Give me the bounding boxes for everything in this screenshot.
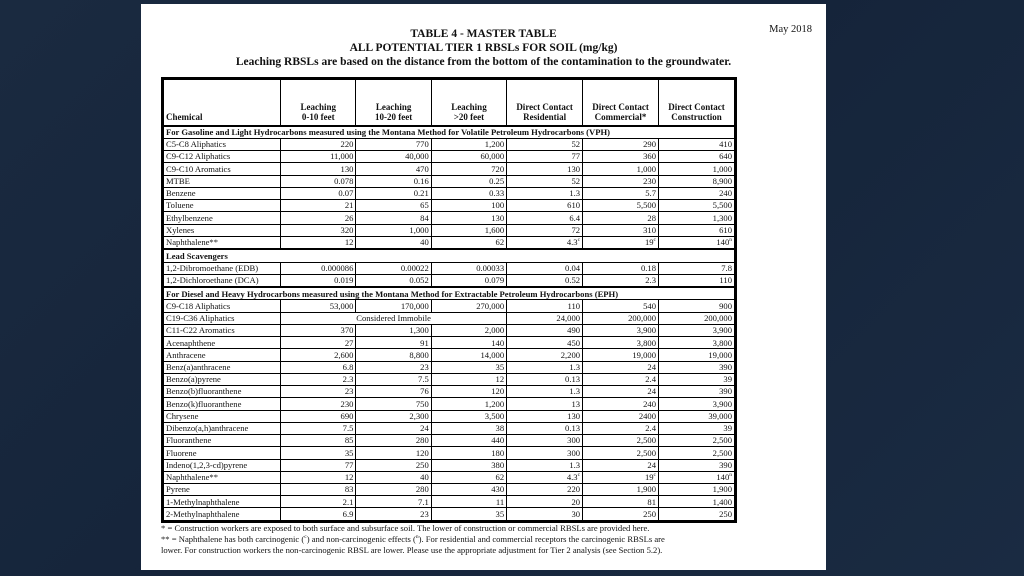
value-cell: 24,000 [507,312,583,324]
chemical-name: 1-Methylnaphthalene [164,496,281,508]
value-cell: 26 [281,212,356,224]
value-cell: 11 [431,496,506,508]
chemical-name: Pyrene [164,484,281,496]
value-cell: 280 [356,435,431,447]
table-row [164,471,735,483]
table-row [164,386,735,398]
value-cell: 1,900 [659,484,735,496]
value-cell: 2.4 [583,422,659,434]
value-cell: 28 [583,212,659,224]
table-title: TABLE 4 - MASTER TABLE [410,28,557,40]
value-cell: 360 [583,151,659,163]
value-cell: 35 [281,447,356,459]
value-cell: 2,500 [583,447,659,459]
value-cell: 130 [431,212,506,224]
value-cell: 1,000 [356,224,431,236]
value-cell: 610 [507,200,583,212]
column-header [659,80,735,126]
value-cell: 250 [583,508,659,521]
value-cell: 1.3 [507,187,583,199]
footnote-naphthalene: ** = Naphthalene has both carcinogenic ($^c$) and non-carcinogenic effects ($^n$). For residential and commercial receptors the carcinogenic RBSLs are [161,534,665,545]
value-cell: 0.079 [431,274,506,287]
value-cell: 14,000 [431,349,506,361]
value-cell: 300 [507,435,583,447]
value-cell: 19,000 [659,349,735,361]
footnote-marker: n [729,472,732,479]
value-cell: 24 [583,361,659,373]
value-cell: 290 [583,138,659,150]
table-row [164,187,735,199]
value-cell: 1.3 [507,361,583,373]
value-cell: 60,000 [431,151,506,163]
value-cell: 38 [431,422,506,434]
value-cell: 2,200 [507,349,583,361]
value-cell: 0.52 [507,274,583,287]
column-header-chemical [164,80,281,126]
column-header [583,80,659,126]
value-cell: 640 [659,151,735,163]
value-cell: 52 [507,175,583,187]
value-cell: 440 [431,435,506,447]
value-cell: 84 [356,212,431,224]
chemical-name: Ethylbenzene [164,212,281,224]
chemical-name: Benzo(b)fluoranthene [164,386,281,398]
value-cell: 2.1 [281,496,356,508]
value-cell: 2.4 [583,373,659,385]
value-cell: 770 [356,138,431,150]
chemical-name: 2-Methylnaphthalene [164,508,281,521]
chemical-name: Toluene [164,200,281,212]
chemical-name: C9-C18 Aliphatics [164,300,281,312]
chemical-name: C9-C10 Aromatics [164,163,281,175]
value-cell: 220 [281,138,356,150]
table-row [164,398,735,410]
value-cell: 180 [431,447,506,459]
value-cell: 5,500 [583,200,659,212]
value-cell: 430 [431,484,506,496]
column-header-line2: >20 feet [453,112,485,123]
value-cell: 130 [281,163,356,175]
value-cell: 24 [356,422,431,434]
value-cell: 0.000086 [281,262,356,274]
value-cell: 19$^c$ [583,236,659,249]
value-cell: 0.07 [281,187,356,199]
section-title: For Diesel and Heavy Hydrocarbons measured using the Montana Method for Extractable Petroleum Hydrocarbons (EPH) [164,287,735,300]
value-cell: 12 [281,236,356,249]
column-header-line1: Leaching [375,101,412,112]
section-header-row [164,249,735,262]
value-cell: 40,000 [356,151,431,163]
value-cell: 0.052 [356,274,431,287]
table-row [164,410,735,422]
value-cell: 35 [431,361,506,373]
column-header-line2: Residential [523,112,567,123]
table-row [164,447,735,459]
value-cell: 720 [431,163,506,175]
column-header [507,80,583,126]
value-cell: 310 [583,224,659,236]
value-cell: 230 [281,398,356,410]
table-row [164,373,735,385]
table-row [164,508,735,521]
value-cell: 390 [659,361,735,373]
chemical-name: Anthracene [164,349,281,361]
value-cell: 1,900 [583,484,659,496]
value-cell: 3,800 [659,337,735,349]
value-cell: 20 [507,496,583,508]
chemical-name: Benzene [164,187,281,199]
value-cell: 690 [281,410,356,422]
table-row [164,151,735,163]
value-cell: 130 [507,163,583,175]
value-cell: 1.3 [507,459,583,471]
table-row [164,236,735,249]
value-cell: 270,000 [431,300,506,312]
value-cell: 6.9 [281,508,356,521]
footnotes [161,523,771,557]
value-cell: 140$^n$ [659,236,735,249]
value-cell: 4.3$^c$ [507,471,583,483]
footnote-tier2: lower. For construction workers the non-carcinogenic RBSL are lower. Please use the appropriate adjustment for Tier 2 analysis (see Section 5.2). [161,545,663,556]
column-header [431,80,506,126]
value-cell: 2,500 [583,435,659,447]
value-cell: 2,500 [659,447,735,459]
table-row [164,422,735,434]
column-header-line2: Commercial* [594,112,647,123]
value-cell: 27 [281,337,356,349]
value-cell: 610 [659,224,735,236]
value-cell: 0.21 [356,187,431,199]
chemical-name: Benz(a)anthracene [164,361,281,373]
value-cell: 23 [356,361,431,373]
column-header-line2: Construction [671,112,722,123]
value-cell: 170,000 [356,300,431,312]
chemical-name: 1,2-Dibromoethane (EDB) [164,262,281,274]
value-cell: 62 [431,236,506,249]
value-cell: 490 [507,324,583,336]
value-cell: 380 [431,459,506,471]
value-cell: 750 [356,398,431,410]
value-cell: 1,400 [659,496,735,508]
value-cell: 1,000 [659,163,735,175]
value-cell: 35 [431,508,506,521]
chemical-name: Dibenzo(a,h)anthracene [164,422,281,434]
table-row [164,138,735,150]
value-cell: 0.04 [507,262,583,274]
value-cell: 1,200 [431,398,506,410]
column-header-line1: Direct Contact [592,101,649,112]
value-cell: 0.13 [507,422,583,434]
value-cell: 23 [281,386,356,398]
value-cell: 1,200 [431,138,506,150]
value-cell: 7.5 [281,422,356,434]
section-header-row [164,126,735,139]
header-row [164,80,735,126]
value-cell: 0.18 [583,262,659,274]
value-cell: 13 [507,398,583,410]
chemical-name: Chrysene [164,410,281,422]
chemical-name: MTBE [164,175,281,187]
value-cell: 77 [281,459,356,471]
column-header-line1: Leaching [300,101,336,112]
value-cell: 5.7 [583,187,659,199]
value-cell: 3,900 [659,324,735,336]
table-row [164,435,735,447]
document-date: May 2018 [769,24,812,35]
value-cell: 40 [356,236,431,249]
value-cell: 0.019 [281,274,356,287]
value-cell: 130 [507,410,583,422]
value-cell: 100 [431,200,506,212]
value-cell: 0.078 [281,175,356,187]
value-cell: 450 [507,337,583,349]
value-cell: 52 [507,138,583,150]
value-cell: 390 [659,386,735,398]
table-row [164,361,735,373]
merged-cell: Considered Immobile [281,312,507,324]
value-cell: 12 [281,471,356,483]
table-row [164,300,735,312]
chemical-name: C5-C8 Aliphatics [164,138,281,150]
value-cell: 81 [583,496,659,508]
value-cell: 11,000 [281,151,356,163]
value-cell: 390 [659,459,735,471]
value-cell: 3,800 [583,337,659,349]
table-description: Leaching RBSLs are based on the distance from the bottom of the contamination to the groundwater. [235,56,732,68]
value-cell: 120 [431,386,506,398]
value-cell: 24 [583,386,659,398]
chemical-name: C9-C12 Aliphatics [164,151,281,163]
footnote-marker: c [577,472,581,479]
chemical-name: C11-C22 Aromatics [164,324,281,336]
value-cell: 140$^n$ [659,471,735,483]
value-cell: 140 [431,337,506,349]
chemical-name: Naphthalene** [164,471,281,483]
value-cell: 40 [356,471,431,483]
value-cell: 110 [659,274,735,287]
value-cell: 2.3 [281,373,356,385]
column-header [281,80,356,126]
footnote-marker: c [653,237,656,244]
value-cell: 72 [507,224,583,236]
value-cell: 370 [281,324,356,336]
value-cell: 1,000 [583,163,659,175]
value-cell: 200,000 [583,312,659,324]
table-row [164,324,735,336]
value-cell: 2,000 [431,324,506,336]
value-cell: 0.25 [431,175,506,187]
value-cell: 39 [659,373,735,385]
value-cell: 5,500 [659,200,735,212]
value-cell: 4.3$^c$ [507,236,583,249]
chemical-name: Naphthalene** [164,236,281,249]
value-cell: 2,600 [281,349,356,361]
value-cell: 76 [356,386,431,398]
value-cell: 21 [281,200,356,212]
value-cell: 0.13 [507,373,583,385]
value-cell: 2.3 [583,274,659,287]
table-row [164,337,735,349]
table-subtitle: ALL POTENTIAL TIER 1 RBSLs FOR SOIL (mg/kg) [349,42,618,54]
section-title: Lead Scavengers [164,249,735,262]
value-cell: 53,000 [281,300,356,312]
table-row [164,175,735,187]
value-cell: 250 [659,508,735,521]
value-cell: 1,300 [356,324,431,336]
master-table [161,77,737,523]
table-row [164,459,735,471]
table-row [164,200,735,212]
footnote-marker: c [577,237,581,244]
footnote-marker: n [729,237,732,244]
value-cell: 7.8 [659,262,735,274]
value-cell: 540 [583,300,659,312]
table-row [164,262,735,274]
value-cell: 3,500 [431,410,506,422]
chemical-name: Benzo(k)fluoranthene [164,398,281,410]
chemical-name: Indeno(1,2,3-cd)pyrene [164,459,281,471]
value-cell: 1.3 [507,386,583,398]
value-cell: 1,300 [659,212,735,224]
value-cell: 24 [583,459,659,471]
chemical-name: Fluorene [164,447,281,459]
value-cell: 200,000 [659,312,735,324]
value-cell: 39 [659,422,735,434]
value-cell: 8,900 [659,175,735,187]
value-cell: 0.00022 [356,262,431,274]
table-row [164,274,735,287]
value-cell: 0.33 [431,187,506,199]
value-cell: 7.1 [356,496,431,508]
column-header-line2: 0-10 feet [301,112,335,123]
column-header-line2: 10-20 feet [374,112,413,123]
section-title: For Gasoline and Light Hydrocarbons measured using the Montana Method for Volatile Petroleum Hydrocarbons (VPH) [164,126,735,139]
table-body [164,126,735,521]
value-cell: 0.16 [356,175,431,187]
column-header [356,80,431,126]
footnote-marker: c [653,472,656,479]
section-header-row [164,287,735,300]
value-cell: 220 [507,484,583,496]
value-cell: 900 [659,300,735,312]
value-cell: 7.5 [356,373,431,385]
value-cell: 240 [583,398,659,410]
value-cell: 250 [356,459,431,471]
chemical-name: Acenaphthene [164,337,281,349]
value-cell: 8,800 [356,349,431,361]
document-page [141,4,826,570]
chemical-name: Benzo(a)pyrene [164,373,281,385]
value-cell: 39,000 [659,410,735,422]
value-cell: 120 [356,447,431,459]
table-row [164,224,735,236]
value-cell: 110 [507,300,583,312]
table-row [164,212,735,224]
value-cell: 85 [281,435,356,447]
value-cell: 12 [431,373,506,385]
table-row [164,312,735,324]
value-cell: 30 [507,508,583,521]
value-cell: 77 [507,151,583,163]
value-cell: 240 [659,187,735,199]
value-cell: 62 [431,471,506,483]
value-cell: 0.00033 [431,262,506,274]
table-row [164,484,735,496]
value-cell: 6.4 [507,212,583,224]
column-header-line1: Direct Contact [516,101,573,112]
value-cell: 2,500 [659,435,735,447]
value-cell: 2,300 [356,410,431,422]
column-header-line1: Direct Contact [668,101,725,112]
value-cell: 280 [356,484,431,496]
value-cell: 3,900 [583,324,659,336]
value-cell: 23 [356,508,431,521]
value-cell: 320 [281,224,356,236]
footnote-construction: * = Construction workers are exposed to both surface and subsurface soil. The lower of construction or commercial RBSLs are provided here. [161,523,650,533]
value-cell: 470 [356,163,431,175]
chemical-name: Fluoranthene [164,435,281,447]
value-cell: 410 [659,138,735,150]
value-cell: 1,600 [431,224,506,236]
chemical-name: 1,2-Dichloroethane (DCA) [164,274,281,287]
value-cell: 83 [281,484,356,496]
table-row [164,496,735,508]
value-cell: 3,900 [659,398,735,410]
table-row [164,349,735,361]
value-cell: 91 [356,337,431,349]
value-cell: 19$^c$ [583,471,659,483]
value-cell: 6.8 [281,361,356,373]
value-cell: 2400 [583,410,659,422]
value-cell: 230 [583,175,659,187]
table-row [164,163,735,175]
column-header-line1: Leaching [451,101,487,112]
column-header-line2: Chemical [166,112,203,123]
value-cell: 19,000 [583,349,659,361]
chemical-name: C19-C36 Aliphatics [164,312,281,324]
chemical-name: Xylenes [164,224,281,236]
value-cell: 300 [507,447,583,459]
value-cell: 65 [356,200,431,212]
